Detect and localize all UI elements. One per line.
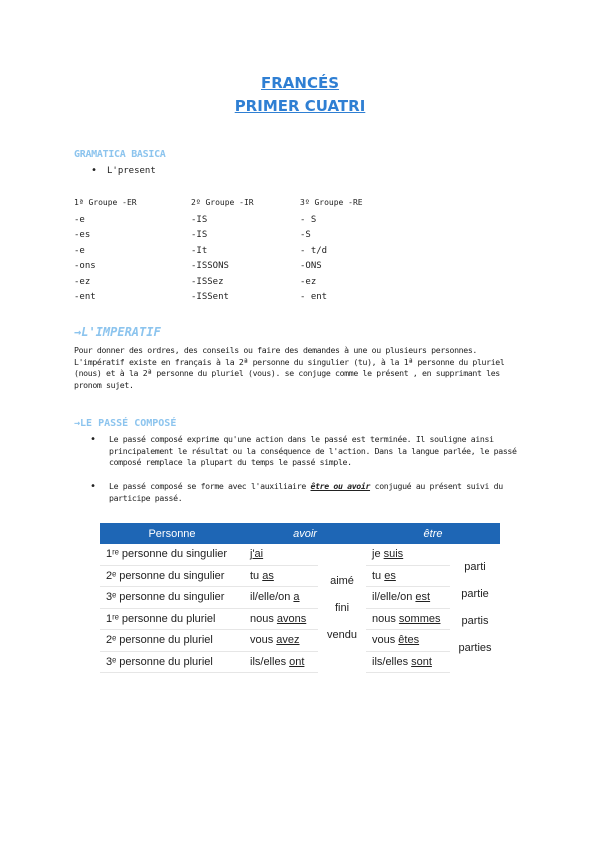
- avoir-cell: il/elle/on a: [244, 587, 318, 609]
- participle-fini: fini: [334, 601, 350, 614]
- passe-compose-bullet-1: • Le passé composé exprime qu'une action dans le passé est terminée. Il souligne ainsi principalement le résultat ou la conséquence de l'action. Dans la langue parlée, le passé composé remplace la plupart du temps le passé simple.: [109, 434, 527, 469]
- etre-cell: il/elle/on est: [366, 587, 450, 609]
- grammar-heading: GRAMATICA BASICA: [74, 149, 166, 160]
- ending-er: -e: [74, 245, 85, 256]
- imperatif-heading: →L'IMPERATIF: [74, 325, 161, 339]
- ending-ir: -IS: [191, 214, 208, 225]
- header-etre: être: [366, 523, 500, 544]
- person-cell: 1ʳᵉ personne du pluriel: [100, 608, 244, 630]
- ending-ir: -ISSez: [191, 276, 224, 287]
- ending-re: -ONS: [300, 261, 322, 271]
- person-cell: 3ᵉ personne du pluriel: [100, 651, 244, 673]
- participle-vendu: vendu: [327, 628, 357, 641]
- ending-ir: -It: [191, 245, 208, 256]
- imperatif-text: Pour donner des ordres, des conseils ou faire des demandes à une ou plusieurs personnes. L'impératif existe en français à la 2ª personne du singulier (tu), à la 1ª personne du pluriel (nous) et à la 2ª personne du pluriel (vous). se conjuge comme le présent , en supprimant les pronom sujet.: [74, 345, 505, 390]
- passe-compose-heading: →LE PASSÉ COMPOSÉ: [74, 418, 177, 429]
- title-line-1: FRANCÉS: [260, 74, 340, 92]
- etre-cell: vous êtes: [366, 630, 450, 652]
- ending-er: -e: [74, 214, 85, 225]
- ending-row: [74, 215, 394, 231]
- ending-row: [74, 277, 394, 293]
- group-1-header: 1ª Groupe -ER: [74, 198, 137, 207]
- ending-row: [74, 261, 394, 277]
- etre-cell: tu es: [366, 565, 450, 587]
- ending-row: [74, 230, 394, 246]
- ending-row: [74, 292, 394, 308]
- header-avoir: avoir: [244, 523, 366, 544]
- ending-er: -es: [74, 230, 91, 240]
- group-2-header: 2º Groupe -IR: [191, 198, 254, 207]
- ending-er: -ez: [74, 276, 91, 287]
- bullet-2-auxiliaries: être ou avoir: [310, 481, 371, 491]
- table-row: [100, 651, 500, 673]
- table-row: [100, 587, 500, 609]
- table-row: [100, 630, 500, 652]
- etre-cell: nous sommes: [366, 608, 450, 630]
- header-personne: Personne: [100, 523, 244, 544]
- person-cell: 2ᵉ personne du singulier: [100, 565, 244, 587]
- participle-partie: partie: [461, 588, 489, 601]
- conjugation-groups: [74, 198, 394, 308]
- participle-aime: aimé: [330, 574, 354, 587]
- participle-parti: parti: [464, 561, 486, 574]
- group-3-header: 3º Groupe -RE: [300, 198, 363, 207]
- person-cell: 3ᵉ personne du singulier: [100, 587, 244, 609]
- participle-partis: partis: [461, 615, 489, 628]
- person-cell: 2ᵉ personne du pluriel: [100, 630, 244, 652]
- avoir-cell: nous avons: [244, 608, 318, 630]
- table-row: [100, 608, 500, 630]
- avoir-cell: tu as: [244, 565, 318, 587]
- ending-ir: -ISSONS: [191, 261, 229, 271]
- ending-ir: -IS: [191, 230, 208, 240]
- title-line-2: PRIMER CUATRI: [234, 97, 366, 115]
- avoir-cell: j'ai: [244, 544, 318, 565]
- ending-er: -ons: [74, 261, 96, 271]
- ending-re: - t/d: [300, 245, 328, 256]
- ending-re: -S: [300, 230, 311, 240]
- table-row: [100, 565, 500, 587]
- avoir-cell: vous avez: [244, 630, 318, 652]
- avoir-participles: [318, 544, 366, 673]
- ending-re: - S: [300, 214, 317, 225]
- etre-participles: [450, 544, 500, 673]
- participle-parties: parties: [458, 642, 492, 655]
- passe-compose-bullet-2: [109, 481, 527, 504]
- ending-ir: -ISSent: [191, 292, 229, 302]
- person-cell: 1ʳᵉ personne du singulier: [100, 544, 244, 565]
- ending-row: [74, 246, 394, 262]
- ending-re: -ez: [300, 276, 317, 287]
- passe-compose-table: [100, 523, 500, 673]
- bullet-2-text-end: conjugué au présent suivi du participe passé.: [109, 481, 503, 503]
- table-row: [100, 544, 500, 565]
- etre-cell: ils/elles sont: [366, 651, 450, 673]
- table-header-row: [100, 523, 500, 544]
- grammar-bullet: • L'present: [107, 166, 156, 176]
- etre-cell: je suis: [366, 544, 450, 565]
- ending-er: -ent: [74, 292, 96, 302]
- ending-re: - ent: [300, 292, 328, 302]
- bullet-2-text-start: Le passé composé se forme avec l'auxiliaire: [109, 481, 311, 491]
- avoir-cell: ils/elles ont: [244, 651, 318, 673]
- groups-header-row: [74, 198, 394, 214]
